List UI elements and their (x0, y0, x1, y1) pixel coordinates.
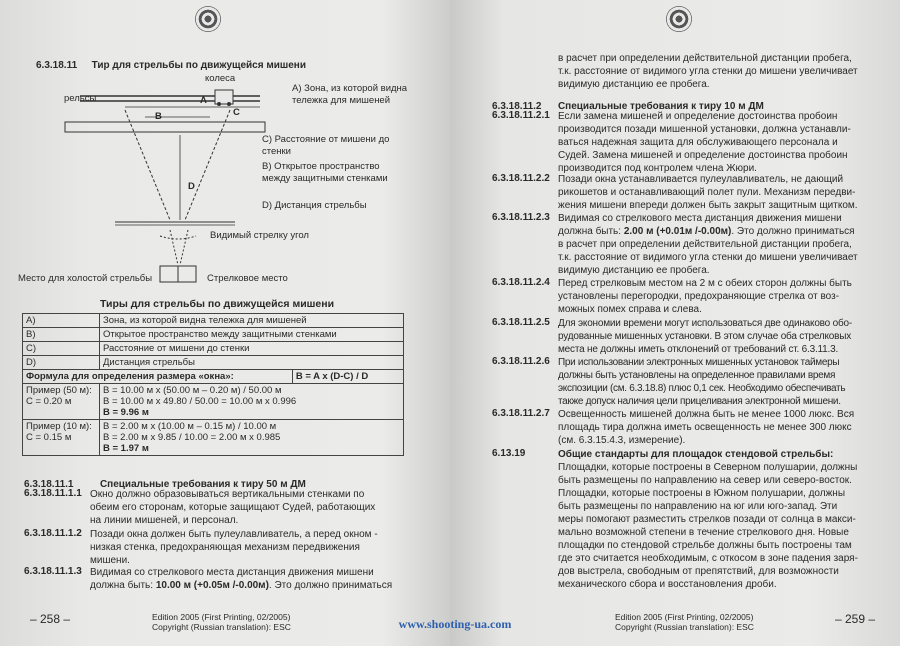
legend-a: A) Зона, из которой видна тележка для мишеней (292, 83, 408, 106)
footer-left: Edition 2005 (First Printing, 02/2005) Copyright (Russian translation): ESC (152, 612, 291, 632)
table-row: B) Открытое пространство между защитными стенками (23, 328, 404, 342)
section-number: 6.3.18.11 (36, 60, 78, 71)
formula-row: Формула для определения размера «окна»: B = A x (D-C) / D (23, 370, 404, 384)
label-c: C (233, 107, 240, 118)
issf-logo-icon (195, 6, 221, 32)
dimensions-table (22, 313, 404, 456)
shooting-place-label: Стрелковое место (207, 273, 288, 284)
right-page: в расчет при определении действительной дистанции пробега, т.к. расстояние от видимого угла стенки до мишени увеличивает видимую дистанцию ее пробега. 6.3.18.11.2 Специальные требования к тиру 10 м ДМ 6.3.18.11.2.1 Если замена мишеней и определение достоинства пробоин производится позади мишенной установки, должна устанавли- ваться надежная защита для обслуживающего персонала и Судей. Замена мишеней и определение достоинства пробоин производится под контролем члена Жюри. 6.3.18.11.2.2 Позади окна устанавливается пулеулавливатель, не дающий рикошетов и останавливающий полет пули. Механизм передви- жения мишени впереди должен быть закрыт защитным щитком. 6.3.18.11.2.3 Видимая со стрелкового места дистанция движения мишени должна быть: 2.00 м (+0.01м /-0.00м). Это должно приниматься в расчет при определении действительной дистанции пробега, т.к. расстояние от видимого угла стенки до мишени увеличивает видимую дистанцию ее пробега. 6.3.18.11.2.4 Перед стрелковым местом на 2 м с обеих сторон должны быть установлены перегородки, предохраняющие стрелка от воз- можных помех справа и слева. 6.3.18.11.2.5 Для экономии времени могут использоваться две одинаково обо- рудованные мишенных установки. В этом случае оба стрелковых места не должны иметь отклонений от требований ст. 6.3.11.3. 6.3.18.11.2.6 При использовании электронных мишенных установок таймеры должны быть установлены на определенное правилами время экспозиции (см. 6.3.18.8) плюс 0,1 сек. Необходимо обеспечивать также допуск наличия цели прицеливания электронной мишени. 6.3.18.11.2.7 Освещенность мишеней должна быть не менее 1000 люкс. Вся площадь тира должна иметь освещенность не менее 300 люкс (см. 6.3.15.4.3, измерение). 6.13.19 Общие стандарты для площадок стендовой стрельбы: Площадки, которые построены в Северном полушарии, должны быть размещены по направлению на север или северо-восток. Площадки, которые построены в Южном полушарии, должны быть размещены по направлению на юг или юго-запад. Эти меры помогают разместить стрелков позади от солнца в макси- мально возможной степени в течение стрелкового дня. Новые площадки по стендовой стрельбе должны быть построены там где это считается необходимым, с откосом в зоне падения заря- дов выстрела, свободным от препятствий, для возможности механического сбора и восстановления дроби. Edition 2005 (First Printing, 02/2005) Copyright (Russian translation): ESC – 259 – (450, 0, 900, 646)
legend-c: C) Расстояние от мишени до стенки (262, 134, 390, 157)
table-row: D) Дистанция стрельбы (23, 356, 404, 370)
page-number-right: – 259 – (835, 612, 876, 626)
intro-paragraph: в расчет при определении действительной дистанции пробега, т.к. расстояние от видимого угла стенки до мишени увеличивает видимую дистанцию ее пробега. (558, 53, 858, 90)
angle-label: Видимый стрелку угол (210, 230, 309, 241)
legend-d: D) Дистанция стрельбы (262, 200, 367, 211)
page-number-left: – 258 – (30, 612, 71, 626)
wheels-label: колеса (205, 73, 236, 84)
example-10-row: Пример (10 м): C = 0.15 м B = 2.00 м x (10.00 м – 0.15 м) / 10.00 м B = 2.00 м x 9.85 / 10.00 = 2.00 м x 0.985 B = 1.97 м (23, 420, 404, 456)
subsection-2: 6.3.18.11.2 Специальные требования к тиру 10 м ДМ (492, 101, 764, 112)
subsection-1: 6.3.18.11.1 Специальные требования к тиру 50 м ДМ (24, 479, 306, 490)
table-title: Тиры для стрельбы по движущейся мишени (100, 298, 335, 310)
legend-b: B) Открытое пространство между защитными стенками (262, 161, 388, 184)
watermark-link[interactable]: www.shooting-ua.com (398, 617, 512, 631)
table-row: C) Расстояние от мишени до стенки (23, 342, 404, 356)
rails-label: рельсы (64, 93, 97, 104)
table-row: A) Зона, из которой видна тележка для мишеней (23, 314, 404, 328)
label-d: D (188, 181, 195, 192)
footer-right: Edition 2005 (First Printing, 02/2005) Copyright (Russian translation): ESC (615, 612, 754, 632)
label-a: A (200, 95, 207, 106)
example-50-row: Пример (50 м): C = 0.20 м B = 10.00 м x (50.00 м – 0.20 м) / 50.00 м B = 10.00 м x 49.80 / 50.00 = 10.00 м x 0.996 B = 9.96 м (23, 384, 404, 420)
issf-logo-icon (666, 6, 692, 32)
idle-place-label: Место для холостой стрельбы (18, 273, 153, 284)
left-page: 6.3.18.11 Тир для стрельбы по движущейся мишени колеса рельсы A B C D A) Зона, из которой видна тележка для мишеней C) Расстояние от мишени до стенки B) Открытое пространство между защитными стенками D) Дистанция стрельбы Видимый стрелку угол Место для холостой стрельбы Стрелковое место Тиры для стрельбы по движущейся мишени A) Зона, из которой видна тележка для мишеней B) Открытое пространство между защитными стенками C) Расстояние от мишени до стенки D) Дистанция стрельбы Формула для определения размера «окна»: B = A x (D-C) / D Пример (50 м): C = 0.20 м B = 10.00 м x (50.00 м – 0.20 м) / 50.00 м B = 10.00 м x 49.80 / 50.00 = 10.00 м x 0.996 B = 9.96 м Пример (10 м): C = 0.15 м B = 2.00 м x (10.00 м – 0.15 м) / 10.00 м B = 2.00 м x 9.85 / 10.00 = 2.00 м x 0.985 B = 1.97 м 6.3.18.11.1 Специальные требования к тиру 50 м ДМ 6.3.18.11.1.1 Окно должно образовываться вертикальными стенками по обеим его сторонам, которые защищают Судей, работающих на линии мишеней, и персонал. 6.3.18.11.1.2 Позади окна должен быть пулеулавливатель, а перед окном - низкая стенка, предохраняющая механизм передвижения мишени. 6.3.18.11.1.3 Видимая со стрелкового места дистанция движения мишени должна быть: 10.00 м (+0.05м /-0.00м). Это должно приниматься – 258 – Edition 2005 (First Printing, 02/2005) Copyright (Russian translation): ESC (0, 0, 450, 646)
section-title: Тир для стрельбы по движущейся мишени (91, 60, 306, 71)
label-b: B (155, 111, 162, 122)
